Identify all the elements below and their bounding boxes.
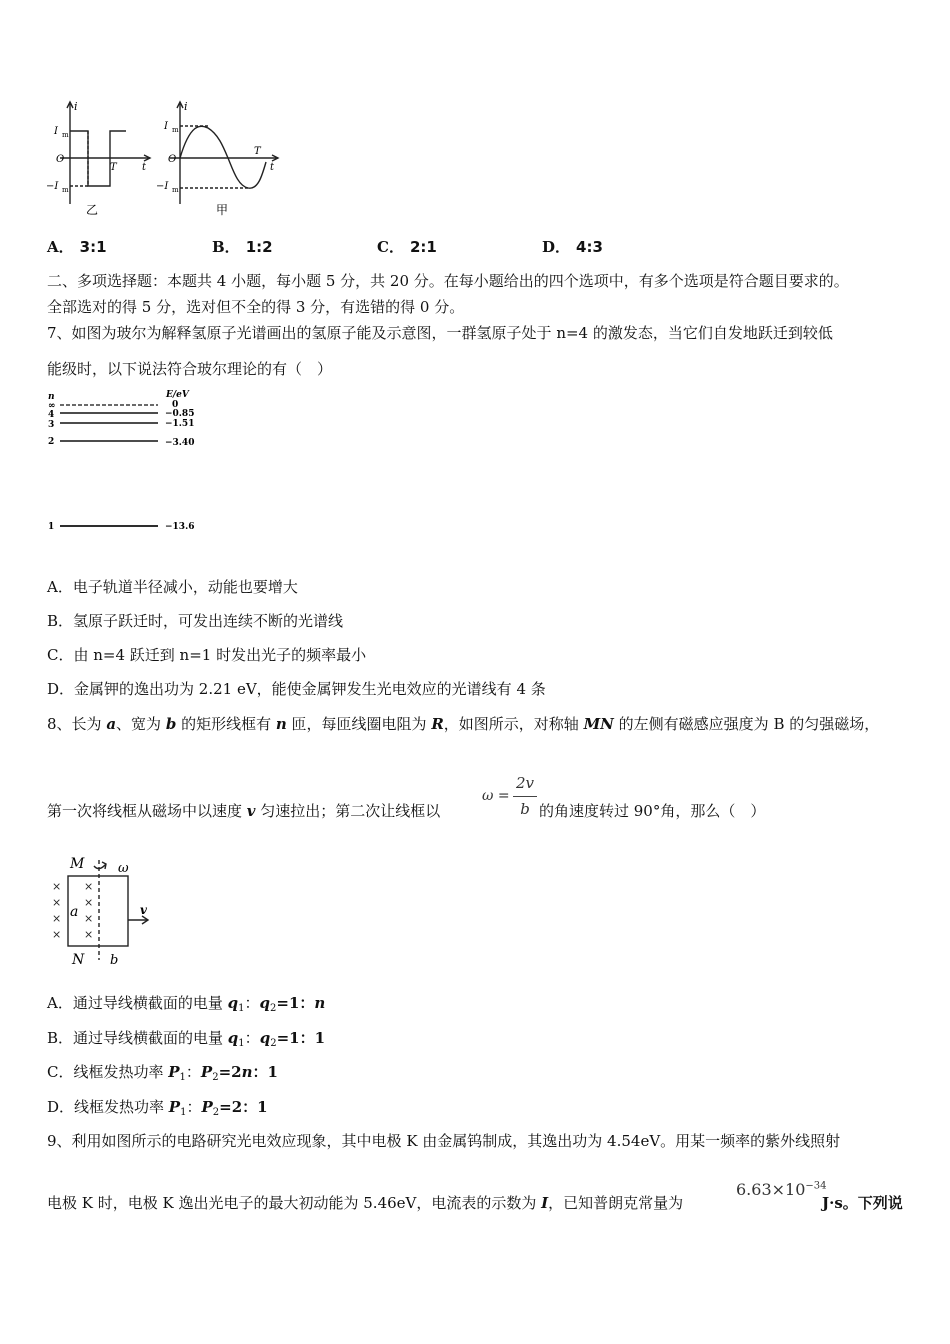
left-axis-t: t [142,162,147,173]
q7-option-d[interactable]: D．金属钾的逸出功为 2.21 eV，能使金属钾发生光电效应的光谱线有 4 条 [47,680,546,698]
level-3-n: 3 [48,420,55,430]
level-4-e: −0.85 [165,409,195,419]
opt-text: =1：1 [276,1029,326,1047]
svg-text:×: × [84,896,94,909]
right-axis-t: t [270,162,275,173]
q8-option-a[interactable] [47,992,325,1014]
q8-text: ，如图所示，对称轴 [443,715,584,733]
svg-text:×: × [84,928,94,941]
label-n: N [72,952,85,968]
level-3-e: −1.51 [165,419,195,429]
right-label-neg-im: −I [156,181,169,192]
svg-text:×: × [84,880,94,893]
section2-instructions-line1: 二、多项选择题：本题共 4 小题，每小题 5 分，共 20 分。在每小题给出的四个选项中，有多个选项是符合题目要求的。 [47,272,849,290]
n-header: n [48,392,55,402]
var-q: q [259,994,270,1012]
q7-option-c[interactable]: C．由 n=4 跃迁到 n=1 时发出光子的频率最小 [47,646,367,664]
sub-2: 2 [212,1107,220,1118]
var-q: q [227,1029,239,1047]
opt-text: ： [185,1063,201,1081]
opt-text: =2：1 [219,1098,268,1116]
var-p: P [200,1063,213,1081]
left-label-im-sub: m [62,131,69,139]
right-axis-i: i [184,100,188,113]
option-label: A． [47,238,74,256]
right-label-o: O [168,154,177,165]
q9-text: ，已知普朗克常量为 [548,1194,684,1212]
left-label-im: I [54,126,58,137]
var-p: P [201,1098,213,1116]
opt-text: ： [244,1029,260,1047]
q9-stem-line1: 9、利用如图所示的电路研究光电效应现象，其中电极 K 由金属钨制成，其逸出功为 4.54eV。用某一频率的紫外线照射 [47,1132,841,1150]
q8-stem-line1 [47,713,879,734]
left-label-t-period: T [110,162,117,173]
label-m: M [70,856,85,872]
q8-option-c[interactable] [47,1061,278,1083]
right-caption: 甲 [216,203,229,217]
var-p: P [168,1098,181,1116]
rect-loop-figure [44,852,164,970]
level-1-n: 1 [48,522,55,532]
omega-eq: ω = [482,788,510,804]
right-label-neg-im-sub: m [172,186,179,194]
left-axis-i: i [74,100,78,113]
sub-1: 1 [179,1072,186,1083]
opt-text: D．线框发热功率 [47,1098,169,1116]
e-header: E/eV [166,390,189,400]
svg-text:×: × [52,896,62,909]
q8-text: 的矩形线框有 [176,715,276,733]
option-value: 4:3 [576,238,603,256]
opt-text: C．线框发热功率 [47,1063,169,1081]
option-value: 1:2 [245,238,273,256]
planck-exponent: −34 [805,1180,827,1192]
waveform-svg [40,96,290,220]
planck-constant [736,1180,827,1199]
option-label: D． [542,238,571,256]
q9-stem-line2-end: J·s。下列说 [822,1194,903,1212]
var-q: q [259,1029,271,1047]
opt-text: A．通过导线横截面的电量 [47,994,228,1012]
level-2-n: 2 [48,437,55,447]
option-value: 3:1 [79,238,107,256]
sine-wave-plot [170,102,278,204]
svg-text:×: × [52,928,62,941]
waveform-figure [40,96,290,220]
square-wave-plot [60,102,150,204]
q6-option-a[interactable] [47,236,107,257]
label-v: v [140,903,147,917]
q8-stem-line2-end: 的角速度转过 90°角，那么（ ） [539,802,766,820]
left-label-o: O [56,154,65,165]
var-n: n [275,715,287,733]
option-label: C． [377,238,404,256]
svg-text:×: × [52,880,62,893]
opt-text: ： [244,994,260,1012]
var-b: b [165,715,177,733]
label-b: b [110,953,119,968]
option-value: 2:1 [409,238,437,256]
q8-text: 匝，每匝线圈电阻为 [286,715,432,733]
var-i: I [541,1194,549,1212]
q8-text: 、宽为 [116,715,166,733]
right-label-t-period: T [254,146,261,157]
opt-text: =1： [276,994,315,1012]
q6-option-b[interactable] [212,236,273,257]
var-v: v [246,802,256,820]
frac-numerator: 2v [515,774,535,792]
svg-text:×: × [84,912,94,925]
planck-mantissa: 6.63×10 [736,1180,806,1199]
option-label: B． [212,238,240,256]
var-p: P [168,1063,180,1081]
sub-1: 1 [238,1038,245,1049]
q7-option-a[interactable]: A．电子轨道半径减小，动能也要增大 [47,578,298,596]
level-4-n: 4 [48,410,55,420]
q8-text: 第一次将线框从磁场中以速度 [47,802,247,820]
sub-1: 1 [238,1003,245,1014]
label-a: a [70,904,79,920]
level-inf-n: ∞ [48,401,56,411]
energy-level-svg [44,386,214,536]
opt-text: =2 [218,1063,242,1081]
rotation-arrow [94,864,106,869]
q8-option-b[interactable] [47,1027,325,1049]
q8-option-d[interactable] [47,1096,268,1118]
level-inf-e: 0 [172,400,179,410]
opt-text: ： [186,1098,202,1116]
svg-text:×: × [52,912,62,925]
var-r: R [431,715,444,733]
q8-text: 匀速拉出；第二次让线框以 [255,802,441,820]
q8-stem-line2 [47,800,440,821]
left-label-neg-im-sub: m [62,186,69,194]
opt-text: B．通过导线横截面的电量 [47,1029,228,1047]
sub-2: 2 [212,1072,219,1083]
q9-text: 电极 K 时，电极 K 逸出光电子的最大初动能为 5.46eV，电流表的示数为 [47,1194,542,1212]
frac-bar [513,796,537,797]
q6-option-c[interactable] [377,236,437,257]
var-n: n [314,994,326,1012]
var-a: a [106,715,117,733]
q6-option-d[interactable] [542,236,603,257]
section2-instructions-line2: 全部选对的得 5 分，选对但不全的得 3 分，有选错的得 0 分。 [47,298,465,316]
level-1-e: −13.6 [165,522,195,532]
q8-text: 的左侧有磁感应强度为 B 的匀强磁场， [613,715,880,733]
q7-option-b[interactable]: B．氢原子跃迁时，可发出连续不断的光谱线 [47,612,344,630]
sub-2: 2 [270,1038,277,1049]
rect-loop-svg [44,852,164,970]
level-2-e: −3.40 [165,438,195,448]
sub-2: 2 [270,1003,277,1014]
q7-stem-line1: 7、如图为玻尔为解释氢原子光谱画出的氢原子能及示意图，一群氢原子处于 n=4 的激发态，当它们自发地跃迁到较低 [47,324,833,342]
q8-text: 8、长为 [47,715,107,733]
opt-text: ：1 [252,1063,278,1081]
q7-stem-line2: 能级时，以下说法符合玻尔理论的有（ ） [47,360,333,378]
left-label-neg-im: −I [46,181,59,192]
var-q: q [227,994,239,1012]
label-omega: ω [118,861,129,876]
left-caption: 乙 [86,203,99,217]
var-n: n [241,1063,253,1081]
q9-stem-line2 [47,1192,683,1213]
right-label-im: I [164,121,168,132]
energy-level-diagram [44,386,214,536]
sub-1: 1 [180,1107,187,1118]
var-mn: MN [583,715,614,733]
right-label-im-sub: m [172,126,179,134]
frac-denominator: b [520,800,530,818]
